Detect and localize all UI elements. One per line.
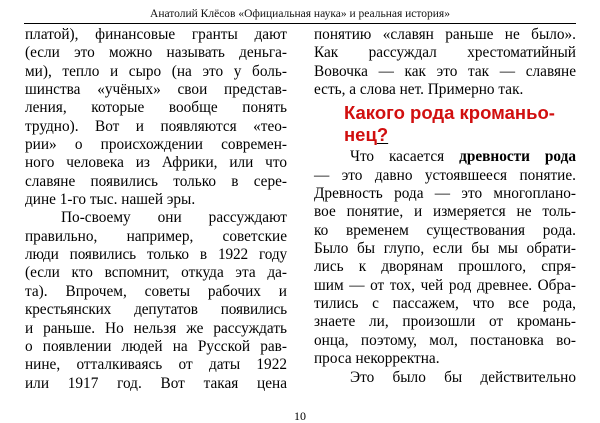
text-fragment: Что касается [350, 148, 460, 166]
text-line: знаете ли, произошли от кромань- [314, 313, 576, 331]
text-line: лись к дворянам прошлого, спря- [314, 258, 576, 276]
text-line: шим — от тох, чей род древнее. Обра- [314, 276, 576, 294]
right-column [314, 26, 576, 387]
text-line: онца, поэтому, мол, постановка во- [314, 331, 576, 349]
header-rule [24, 23, 576, 24]
text-line: ления, которые вообще понять [25, 99, 287, 117]
text-line [314, 148, 576, 166]
text-line: проса некорректна. [314, 350, 440, 368]
text-line: славяне появились только в сере- [25, 172, 287, 190]
text-line: дине 1-го тыс. нашей эры. [25, 191, 196, 209]
page-number: 10 [294, 409, 306, 423]
text-line: платой), финансовые гранты дают [25, 26, 287, 43]
text-line: есть, а слова нет. Примерно так. [314, 81, 524, 99]
text-line: Это было бы действительно [350, 368, 576, 386]
text-line: и раньше. Но нельзя же рассуждать [25, 319, 287, 337]
text-line: тились с пассажем, что все рода, [314, 295, 576, 313]
left-column [25, 26, 287, 393]
text-line: та). Впрочем, советы рабочих и [25, 282, 287, 300]
section-heading-text: нец [344, 124, 377, 146]
running-header: Анатолий Клёсов «Официальная наука» и реальная история» [150, 8, 450, 20]
text-line: Как рассуждал хрестоматийный [314, 44, 576, 62]
text-line: понятию «славян раньше не было». [314, 26, 576, 43]
text-line: люди появились только в 1922 году [25, 246, 287, 264]
text-line: рии» о происхождении современ- [25, 136, 287, 154]
text-line: о появлении людей на Русской рав- [25, 337, 287, 355]
text-line: (если это можно называть деньга- [25, 44, 287, 62]
section-heading-continued [314, 124, 576, 146]
text-line: Древность рода — это многоплано- [314, 185, 576, 203]
section-heading: Какого рода кроманьо- [344, 102, 555, 124]
text-line: ми), тепло и сыро (на это у боль- [25, 62, 287, 80]
text-line: или 1917 год. Вот такая цена [25, 374, 287, 392]
bold-term: древности рода [459, 148, 576, 166]
text-line: вое понятие, и измеряется не толь- [314, 203, 576, 221]
text-line: крестьянских депутатов появились [25, 301, 287, 319]
text-line: Было бы глупо, если бы мы обрати- [314, 240, 576, 258]
text-line: ного человека из Африки, или что [25, 154, 287, 172]
text-line: нине, отталкиваясь от даты 1922 [25, 356, 287, 374]
text-line: шинства «учёных» свои представ- [25, 81, 287, 99]
text-line: ко временем существования рода. [314, 221, 576, 239]
text-line: Вовочка — как это так — славяне [314, 62, 576, 80]
text-line: (если кто вспомнит, откуда эта да- [25, 264, 287, 282]
text-line: — это давно устоявшееся понятие. [314, 166, 576, 184]
text-line: По-своему они рассуждают [61, 209, 287, 227]
text-line: правильно, например, советские [25, 227, 287, 245]
text-line: трудно). Вот и появляются «тео- [25, 117, 287, 135]
section-heading-question-mark: ? [376, 124, 389, 146]
